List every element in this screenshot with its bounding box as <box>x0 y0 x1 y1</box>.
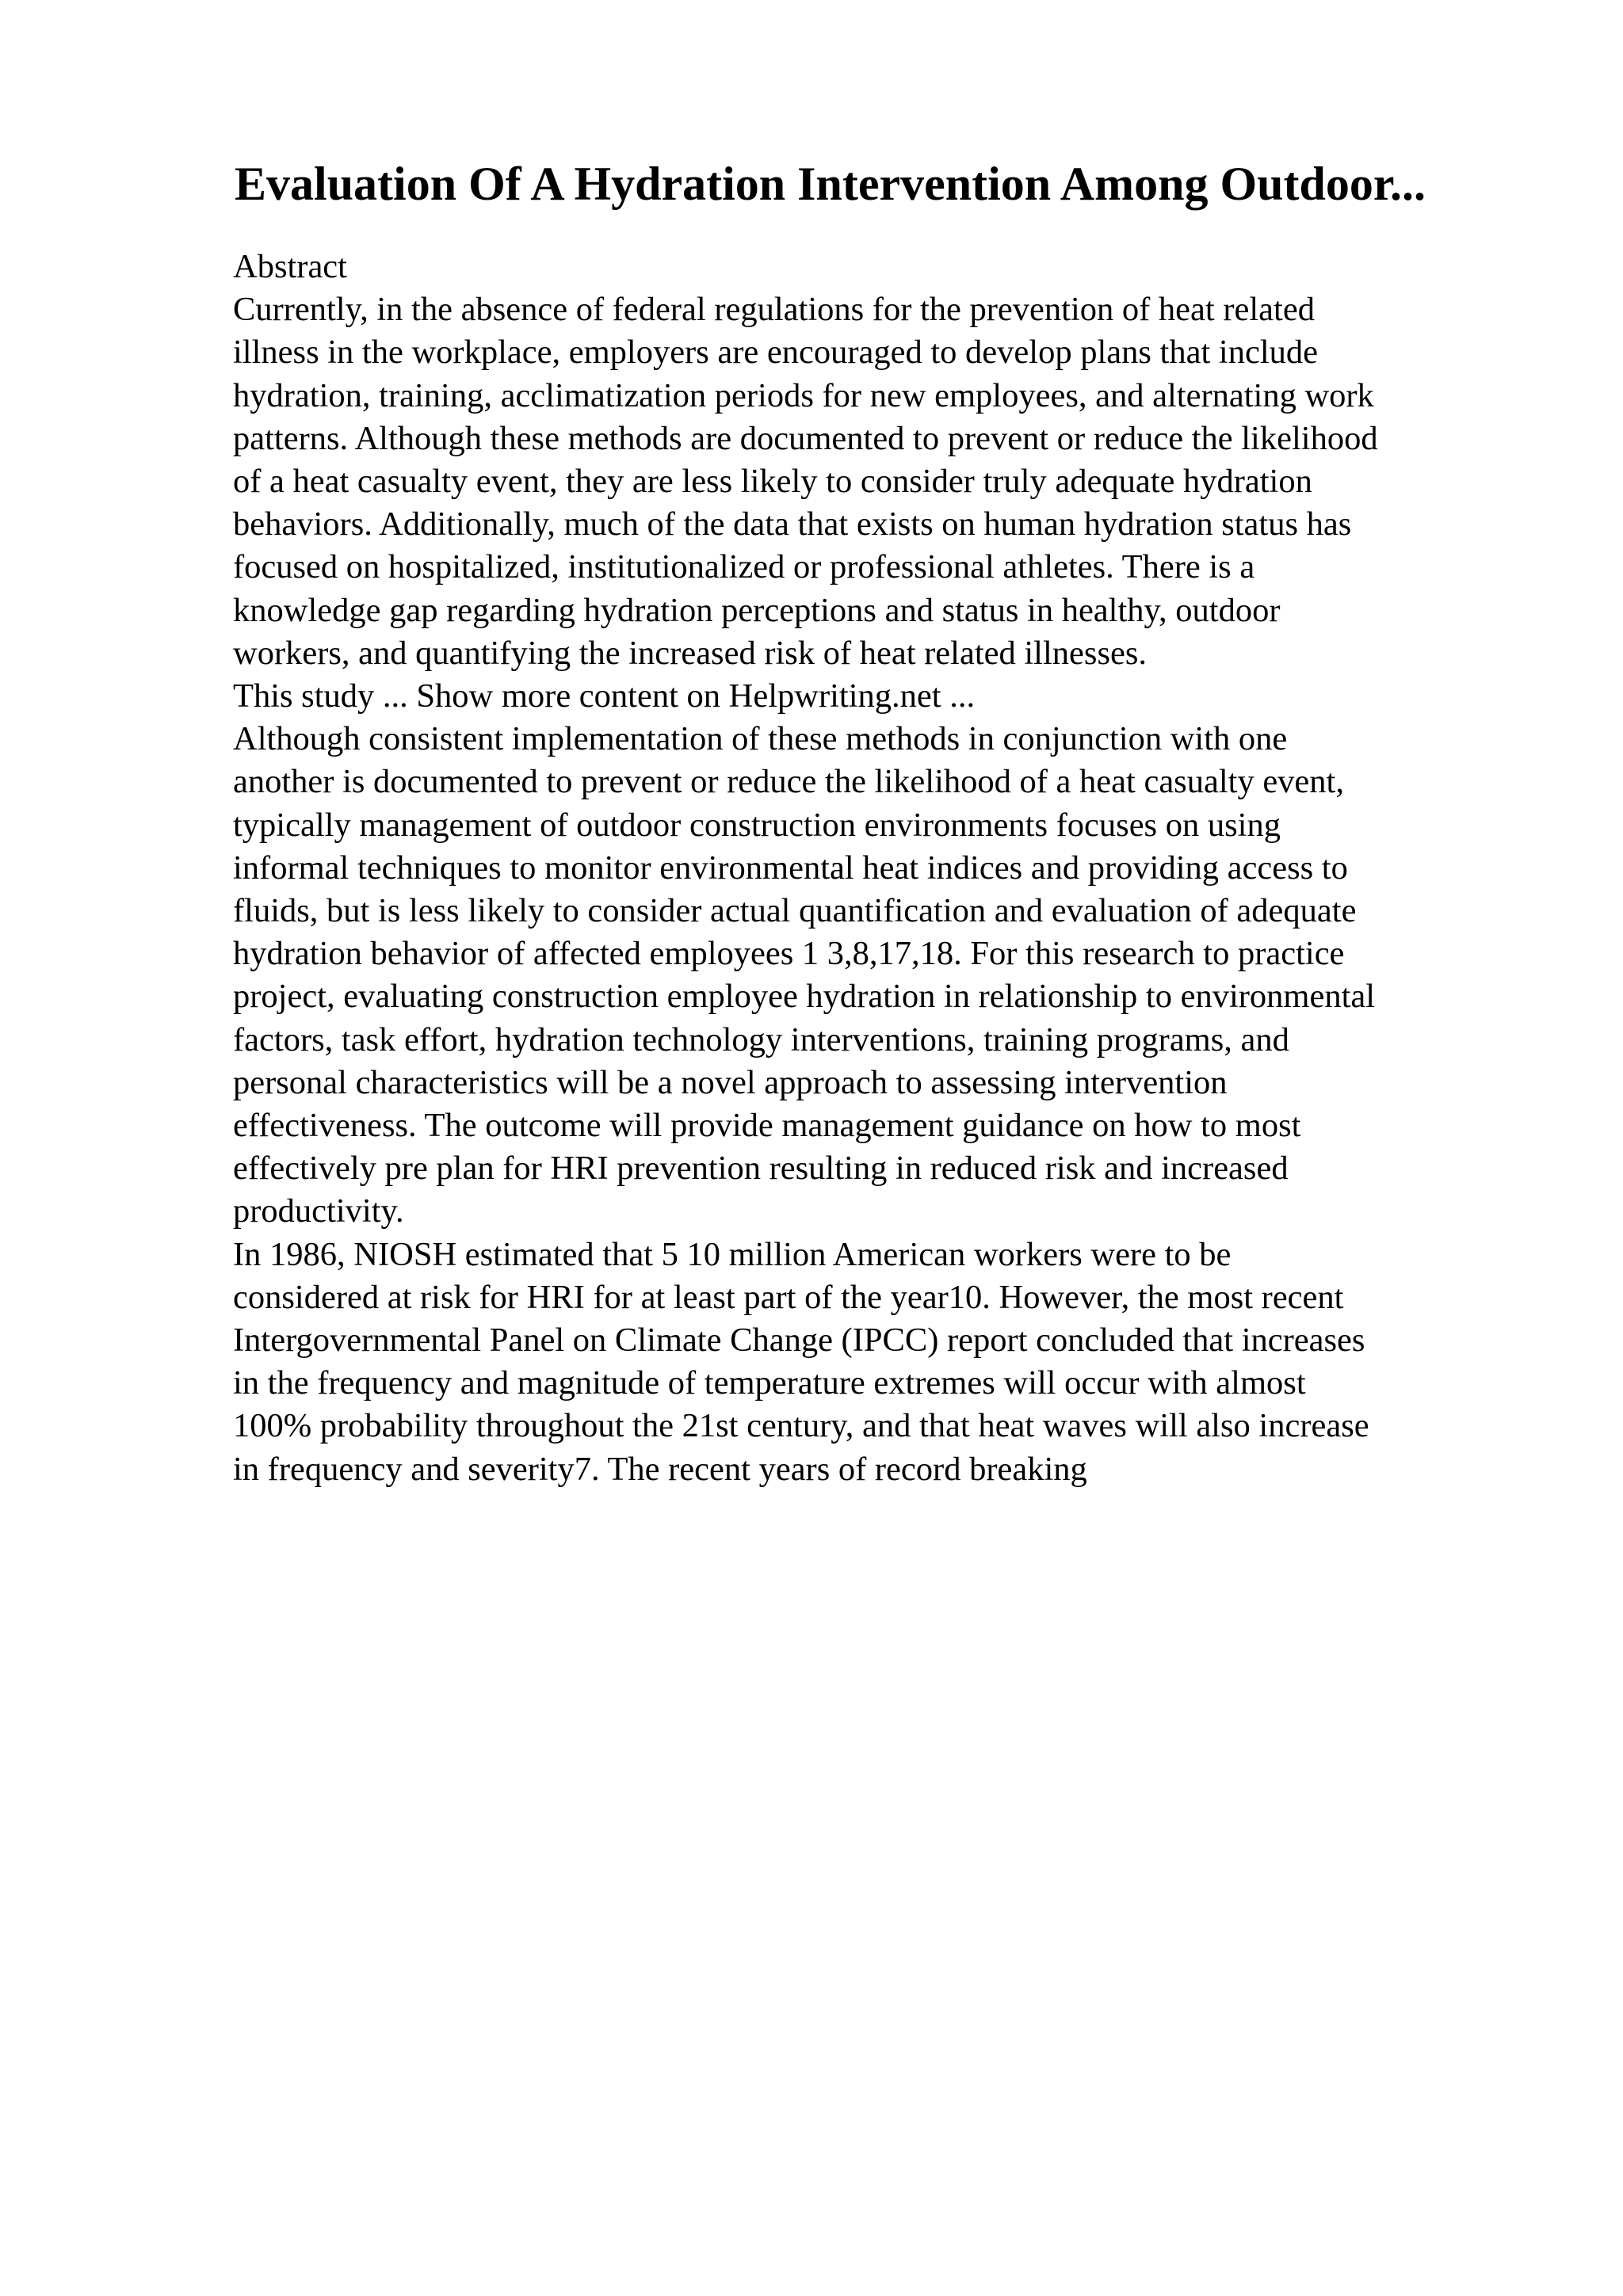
text-line: fluids, but is less likely to consider actual quantification and evaluation of adequate <box>233 892 1357 930</box>
text-line: 100% probability throughout the 21st century, and that heat waves will also increase <box>233 1407 1369 1445</box>
text-line: factors, task effort, hydration technology interventions, training programs, and <box>233 1020 1289 1058</box>
text-line: in the frequency and magnitude of temperature extremes will occur with almost <box>233 1364 1306 1402</box>
text-line: In 1986, NIOSH estimated that 5 10 million American workers were to be <box>233 1235 1232 1273</box>
text-line: hydration, training, acclimatization periods for new employees, and alternating work <box>233 376 1374 414</box>
text-line: informal techniques to monitor environmental heat indices and providing access to <box>233 849 1348 887</box>
text-line: knowledge gap regarding hydration perceptions and status in healthy, outdoor <box>233 591 1281 629</box>
text-line: behaviors. Additionally, much of the data that exists on human hydration status has <box>233 505 1352 543</box>
text-line: typically management of outdoor construction environments focuses on using <box>233 806 1281 844</box>
section-heading-abstract: Abstract <box>233 248 347 285</box>
text-line: considered at risk for HRI for at least part of the year10. However, the most recent <box>233 1278 1344 1316</box>
text-line: Although consistent implementation of these methods in conjunction with one <box>233 720 1288 758</box>
text-line: effectiveness. The outcome will provide management guidance on how to most <box>233 1107 1301 1145</box>
document-body <box>233 246 1501 1491</box>
text-line: personal characteristics will be a novel approach to assessing intervention <box>233 1063 1228 1101</box>
text-line: of a heat casualty event, they are less likely to consider truly adequate hydration <box>233 463 1312 501</box>
text-line: hydration behavior of affected employees 1 3,8,17,18. For this research to practice <box>233 935 1345 973</box>
text-line: illness in the workplace, employers are encouraged to develop plans that include <box>233 334 1318 372</box>
text-line: workers, and quantifying the increased risk of heat related illnesses. <box>233 634 1148 672</box>
text-line: effectively pre plan for HRI prevention resulting in reduced risk and increased <box>233 1150 1289 1188</box>
text-line: productivity. <box>233 1192 404 1230</box>
document-title: Evaluation Of A Hydration Intervention Among Outdoor... <box>235 158 1426 210</box>
text-line: patterns. Although these methods are documented to prevent or reduce the likelihood <box>233 419 1378 457</box>
text-line: focused on hospitalized, institutionalized or professional athletes. There is a <box>233 548 1255 586</box>
text-line: another is documented to prevent or reduce the likelihood of a heat casualty event, <box>233 763 1344 801</box>
text-line: in frequency and severity7. The recent years of record breaking <box>233 1450 1087 1488</box>
show-more-line: This study ... Show more content on Helpwriting.net ... <box>233 677 976 715</box>
text-line: Currently, in the absence of federal regulations for the prevention of heat related <box>233 291 1315 329</box>
text-line: project, evaluating construction employee hydration in relationship to environmental <box>233 978 1376 1016</box>
text-line: Intergovernmental Panel on Climate Change (IPCC) report concluded that increases <box>233 1322 1365 1360</box>
